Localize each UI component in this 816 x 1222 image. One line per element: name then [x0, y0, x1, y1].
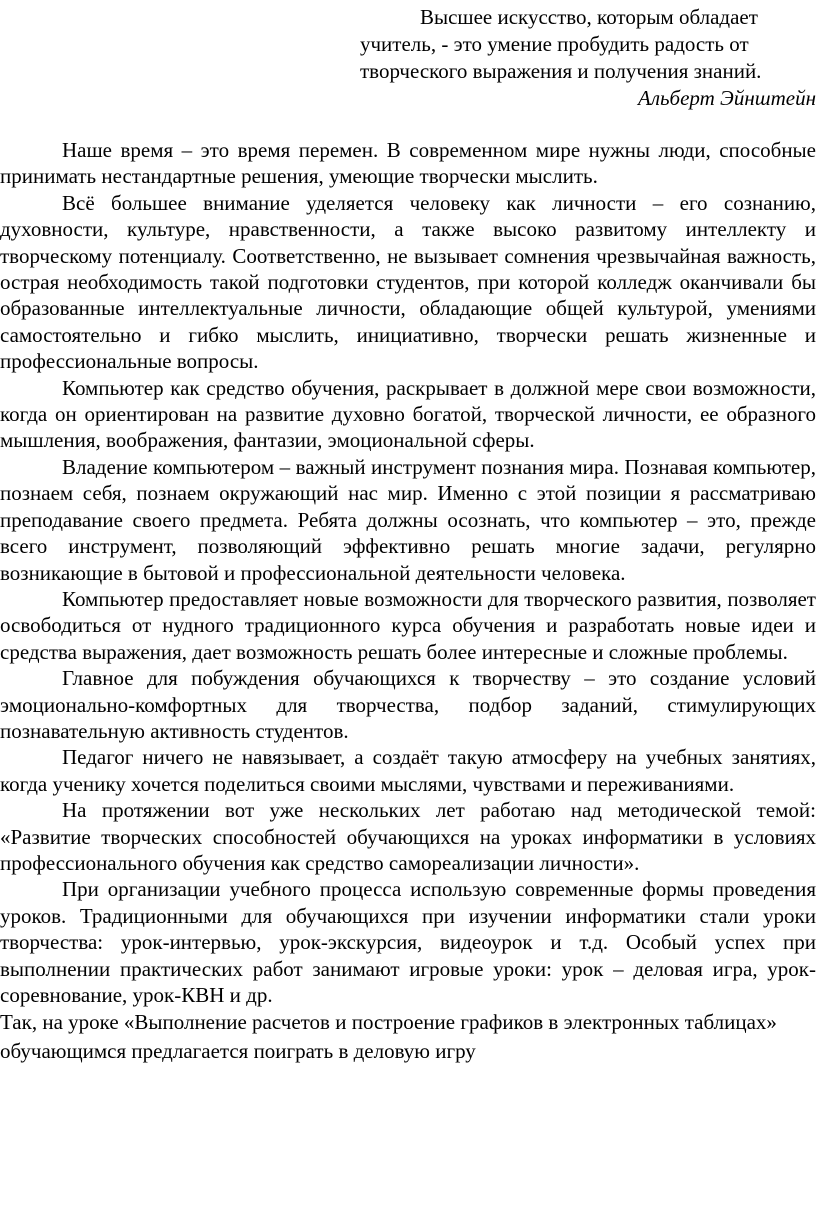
body-text	[0, 137, 816, 1066]
epigraph-author: Альберт Эйнштейн	[638, 86, 816, 110]
epigraph-line: творческого выражения и получения знаний.	[360, 59, 762, 83]
paragraph: Владение компьютером – важный инструмент познания мира. Познавая компьютер, познаем себя, познаем окружающий нас мир. Именно с этой позиции я рассматриваю преподавание своего предмета. Ребята должны осознать, что компьютер – это, прежде всего инструмент, позволяющий эффективно решать многие задачи, регулярно возникающие в бытовой и профессиональной деятельности человека.	[0, 454, 816, 585]
paragraph: Наше время – это время перемен. В современном мире нужны люди, способные принимать нестандартные решения, умеющие творчески мыслить.	[0, 138, 816, 189]
epigraph	[330, 4, 816, 112]
paragraph: При организации учебного процесса использую современные формы проведения уроков. Традиционными для обучающихся при изучении информатики стали уроки творчества: урок-интервью, урок-экскурсия, видеоурок и т.д. Особый успех при выполнении практических работ занимают игровые уроки: урок – деловая игра, урок-соревнование, урок-КВН и др.	[0, 877, 816, 1007]
paragraph: Так, на уроке «Выполнение расчетов и построение графиков в электронных таблицах» обучающимся предлагается поиграть в деловую игру	[0, 1010, 777, 1064]
paragraph: Компьютер как средство обучения, раскрывает в должной мере свои возможности, когда он ориентирован на развитие духовно богатой, творческой личности, ее образного мышления, воображения, фантазии, эмоциональной сферы.	[0, 375, 816, 453]
paragraph: Педагог ничего не навязывает, а создаёт такую атмосферу на учебных занятиях, когда ученику хочется поделиться своими мыслями, чувствами и переживаниями.	[0, 745, 816, 796]
paragraph: Главное для побуждения обучающихся к творчеству – это создание условий эмоционально-комфортных для творчества, подбор заданий, стимулирующих познавательную активность студентов.	[0, 666, 816, 743]
epigraph-line: Высшее искусство, которым обладает	[420, 5, 758, 29]
paragraph: Всё большее внимание уделяется человеку как личности – его сознанию, духовности, культуре, нравственности, а также высоко развитому интеллекту и творческому потенциалу. Соответственно, не вызывает сомнения чрезвычайная важность, острая необходимость такой подготовки студентов, при которой колледж оканчивали бы образованные интеллектуальные личности, обладающие общей культурой, умениями самостоятельно и гибко мыслить, инициативно, творчески решать жизненные и профессиональные вопросы.	[0, 190, 816, 374]
paragraph: На протяжении вот уже нескольких лет работаю над методической темой: «Развитие творческих способностей обучающихся на уроках информатики в условиях профессионального обучения как средство самореализации личности».	[0, 798, 816, 875]
epigraph-line: учитель, - это умение пробудить радость от	[360, 32, 749, 56]
paragraph: Компьютер предоставляет новые возможности для творческого развития, позволяет освободиться от нудного традиционного курса обучения и разработать новые идеи и средства выражения, дает возможность решать более интересные и сложные проблемы.	[0, 586, 816, 664]
